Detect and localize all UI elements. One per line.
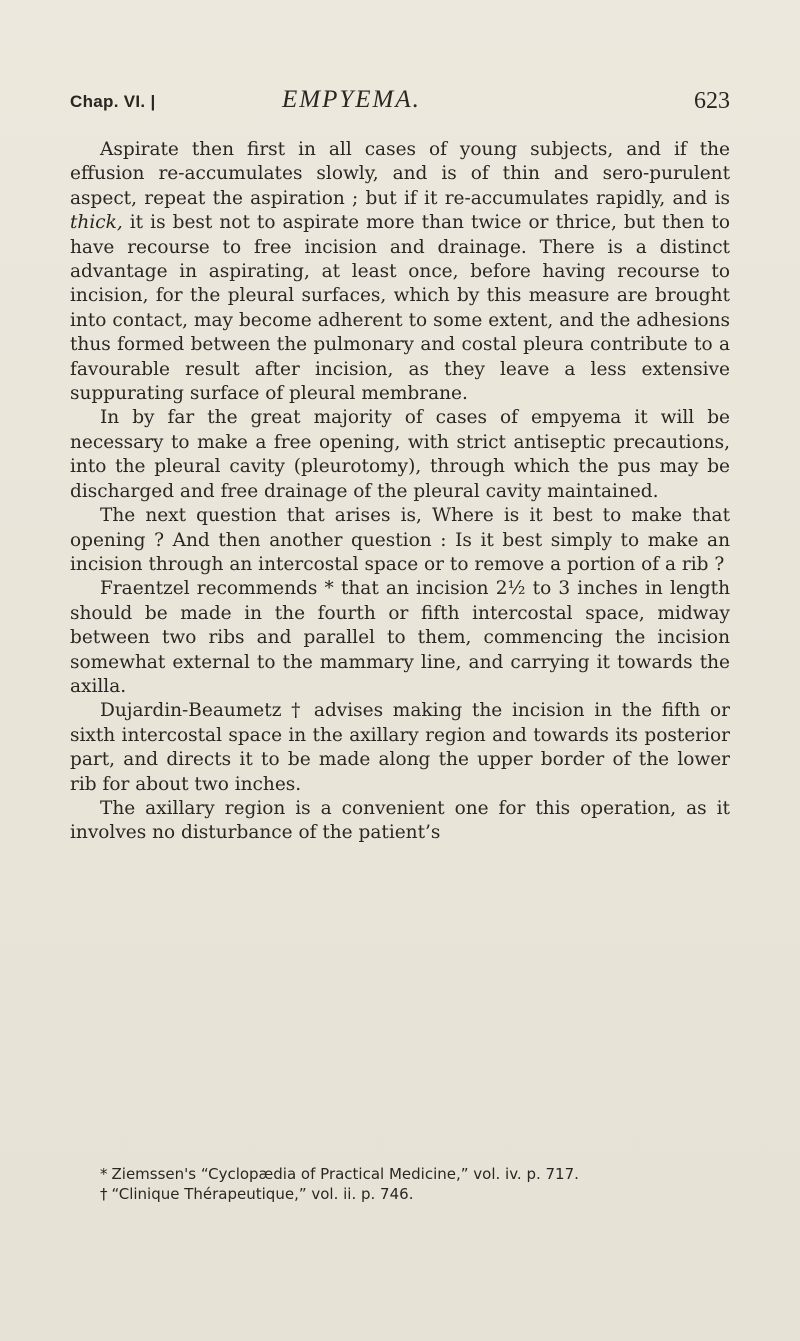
footnote-1-text: Ziemssen's “Cyclopædia of Practical Medicine,” vol. iv. p. 717.	[111, 1165, 579, 1183]
footnotes	[70, 1164, 730, 1204]
paragraph-4	[70, 577, 730, 699]
footnote-1	[70, 1164, 730, 1184]
chapter-label: Chap. VI. |	[70, 92, 156, 111]
paragraph-5: Dujardin-Beaumetz † advises making the incision in the fifth or sixth intercostal space in the axillary region and towards its posterior part, and directs it to be made along the upper border of the lower rib for about two inches.	[70, 700, 730, 795]
paragraph-4-text-b: to 3 inches in length should be made in the fourth or fifth intercostal space, midway between two ribs and parallel to them, commencing the incision somewhat external to the mammary line, and carrying it towards the axilla.	[70, 578, 730, 697]
running-title: EMPYEMA.	[282, 86, 421, 113]
footnote-1-mark: *	[100, 1165, 108, 1183]
paragraph-3: The next question that arises is, Where is it best to make that opening ? And then another question : Is it best simply to make an incision through an intercostal space or to remove a portion of a rib ?	[70, 505, 730, 575]
paragraph-4-text-a: Fraentzel recommends * that an incision	[100, 578, 496, 600]
paragraph-1-text-a: Aspirate then first in all cases of young subjects, and if the effusion re-accumulates slowly, and is of thin and sero-purulent aspect, repeat the aspiration ; but if it re-accumulates rapidly, and is	[70, 139, 730, 209]
paragraph-1	[70, 138, 730, 406]
paragraph-2: In by far the great majority of cases of empyema it will be necessary to make a free opening, with strict antiseptic precautions, into the pleural cavity (pleurotomy), through which the pus may be discharged and free drainage of the pleural cavity maintained.	[70, 407, 730, 502]
fraction-two-and-half: 2½	[495, 578, 526, 600]
body-text	[70, 138, 730, 846]
footnote-2-text: “Clinique Thérapeutique,” vol. ii. p. 746.	[111, 1185, 414, 1203]
paragraph-1-text-b: it is best not to aspirate more than twice or thrice, but then to have recourse to free incision and drainage. There is a distinct advantage in aspirating, at least once, before having recourse to incision, for the pleural surfaces, which by this measure are brought into contact, may become adherent to some extent, and the adhesions thus formed between the pulmonary and costal pleura contribute to a favourable result after incision, as they leave a less extensive suppurating surface of pleural membrane.	[70, 212, 730, 405]
running-header	[70, 86, 730, 120]
paragraph-6: The axillary region is a convenient one for this operation, as it involves no disturbance of the patient’s	[70, 797, 730, 844]
footnote-2-mark: †	[100, 1185, 108, 1203]
page-number: 623	[694, 88, 730, 114]
footnote-2	[70, 1184, 730, 1204]
emphasis-thick: thick,	[70, 212, 123, 234]
